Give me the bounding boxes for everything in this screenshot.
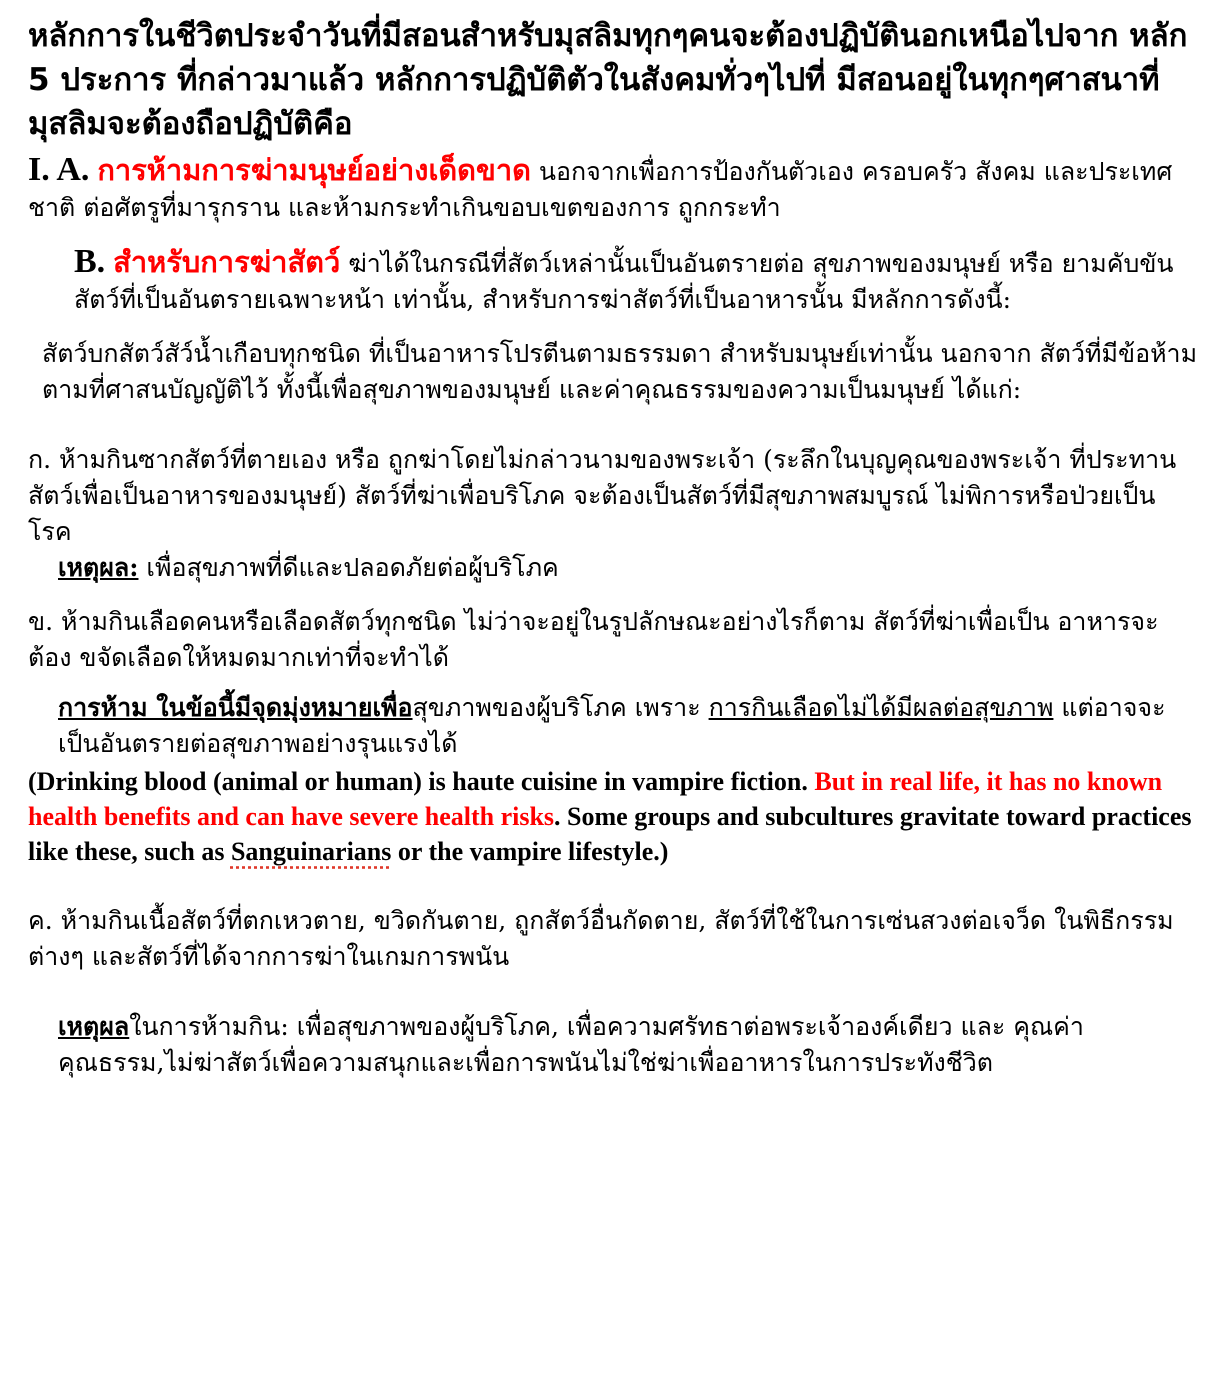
english-note-part2: . Some groups and subcultures gravitate toward practices like these, such as bbox=[28, 802, 1192, 866]
rule-khor-paragraph: ข. ห้ามกินเลือดคนหรือเลือดสัตว์ทุกชนิด ไม่ว่าจะอยู่ในรูปลักษณะอย่างไรก็ตาม สัตว์ที่ฆ่าเพื่อเป็น อาหารจะต้อง ขจัดเลือดให้หมดมากเท่าที่จะทำได้ bbox=[28, 607, 1159, 672]
english-note-red: But in real life, it has no known health benefits and can have severe health risks bbox=[28, 767, 1163, 831]
section-b-paragraph bbox=[28, 244, 1198, 318]
english-note bbox=[28, 764, 1198, 869]
rule-khor-khwai-reason-text: ในการห้ามกิน: เพื่อสุขภาพของผู้บริโภค, เพื่อความศรัทธาต่อพระเจ้าองค์เดียว และ คุณค่าคุณธรรม,ไม่ฆ่าสัตว์เพื่อความสนุกและเพื่อการพนันไม่ใช่ฆ่าเพื่ออาหารในการประทังชีวิต bbox=[58, 1012, 1084, 1077]
section-a-paragraph bbox=[28, 152, 1198, 226]
document-heading: หลักการในชีวิตประจำวันที่มีสอนสำหรับมุสลิมทุกๆคนจะต้องปฏิบัตินอกเหนือไปจาก หลัก 5 ประการ ที่กล่าวมาแล้ว หลักการปฏิบัติตัวในสังคมทั่วๆไปที่ มีสอนอยู่ในทุกๆศาสนาที่มุสลิมจะต้องถือปฏิบัติคือ bbox=[28, 18, 1188, 142]
rule-khor-reason-underlined: การกินเลือดไม่ได้มีผลต่อสุขภาพ bbox=[708, 693, 1054, 722]
rule-kor-reason-text: เพื่อสุขภาพที่ดีและปลอดภัยต่อผู้บริโภค bbox=[138, 553, 559, 582]
rule-khor-reason-end: แต่อาจจะเป็นอันตรายต่อสุขภาพอย่างรุนแรงได้ bbox=[58, 693, 1166, 758]
english-note-part3: or the vampire lifestyle.) bbox=[391, 837, 669, 866]
rule-kor-reason bbox=[28, 550, 1198, 586]
rule-khor-reason-mid: สุขภาพของผู้บริโภค เพราะ bbox=[412, 693, 709, 722]
rule-khor-reason bbox=[28, 690, 1198, 762]
misspelled-word[interactable]: Sanguinarians bbox=[230, 837, 392, 866]
english-note-part1: (Drinking blood (animal or human) is haute cuisine in vampire fiction. bbox=[28, 767, 815, 796]
rule-khor-khwai-reason bbox=[28, 1009, 1198, 1081]
rule-kor-reason-label: เหตุผล: bbox=[58, 553, 139, 582]
rule-khor-khwai-reason-label: เหตุผล bbox=[58, 1012, 130, 1041]
rule-kor-paragraph: ก. ห้ามกินซากสัตว์ที่ตายเอง หรือ ถูกฆ่าโดยไม่กล่าวนามของพระเจ้า (ระลึกในบุญคุณของพระเจ้า ที่ประทานสัตว์เพื่อเป็นอาหารของมนุษย์) สัตว์ที่ฆ่าเพื่อบริโภค จะต้องเป็นสัตว์ที่มีสุขภาพสมบูรณ์ ไม่พิการหรือป่วยเป็นโรค bbox=[28, 445, 1177, 546]
section-a-marker: I. A. bbox=[28, 151, 90, 188]
section-b-marker: B. bbox=[74, 243, 106, 280]
section-a-title: การห้ามการฆ่ามนุษย์อย่างเด็ดขาด bbox=[97, 153, 531, 187]
section-b-text: ฆ่าได้ในกรณีที่สัตว์เหล่านั้นเป็นอันตรายต่อ สุขภาพของมนุษย์ หรือ ยามคับขัน สัตว์ที่เป็นอันตรายเฉพาะหน้า เท่านั้น, สำหรับการฆ่าสัตว์ที่เป็นอาหารนั้น มีหลักการดังนี้: bbox=[74, 249, 1174, 314]
section-a-text: นอกจากเพื่อการป้องกันตัวเอง ครอบครัว สังคม และประเทศชาติ ต่อศัตรูที่มารุกราน และห้ามกระทำเกินขอบเขตของการ ถูกกระทำ bbox=[28, 157, 1173, 222]
rule-khor-khwai-paragraph: ค. ห้ามกินเนื้อสัตว์ที่ตกเหวตาย, ขวิดกันตาย, ถูกสัตว์อื่นกัดตาย, สัตว์ที่ใช้ในการเซ่นสวงต่อเจว็ด ในพิธีกรรมต่างๆ และสัตว์ที่ได้จากการฆ่าในเกมการพนัน bbox=[28, 906, 1174, 971]
intro-paragraph: สัตว์บกสัตว์สัว์น้ำเกือบทุกชนิด ที่เป็นอาหารโปรตีนตามธรรมดา สำหรับมนุษย์เท่านั้น นอกจาก สัตว์ที่มีข้อห้ามตามที่ศาสนบัญญัติไว้ ทั้งนี้เพื่อสุขภาพของมนุษย์ และค่าคุณธรรมของความเป็นมนุษย์ ได้แก่: bbox=[42, 339, 1198, 404]
section-b-title: สำหรับการฆ่าสัตว์ bbox=[113, 245, 341, 279]
rule-khor-reason-label: การห้าม ในข้อนี้มีจุดมุ่งหมายเพื่อ bbox=[58, 693, 413, 722]
document-page bbox=[28, 14, 1198, 1081]
